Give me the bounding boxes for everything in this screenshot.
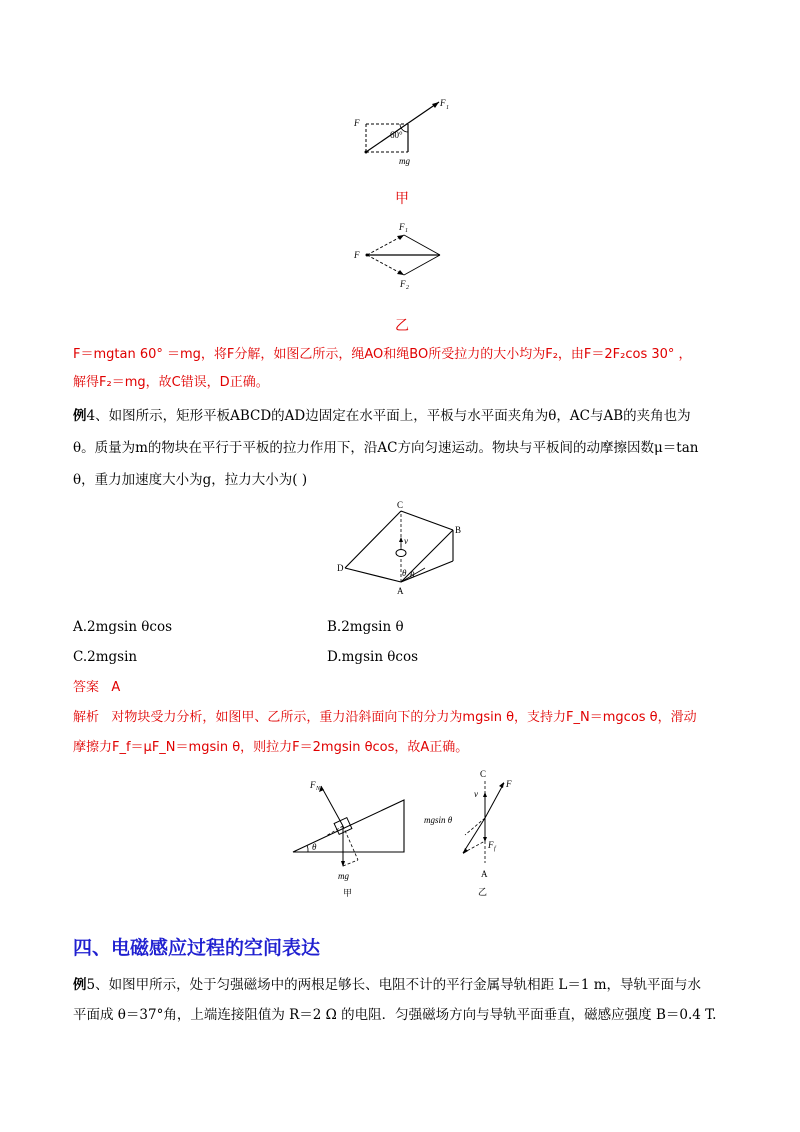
figure-caption-yi: 乙	[395, 318, 409, 334]
analysis-line-2: 摩擦力F_f＝μF_N＝mgsin θ，则拉力F＝2mgsin θcos，故A正确。	[73, 740, 469, 755]
label-a: A	[397, 586, 404, 596]
label-v: v	[474, 789, 478, 799]
label-fn: F	[310, 780, 316, 790]
caption-yi: 乙	[478, 887, 488, 897]
example4-line-1: 例4、如图所示，矩形平板ABCD的AD边固定在水平面上，平板与水平面夹角为θ，AC与AB的夹角也为	[73, 408, 691, 424]
label-v: v	[404, 536, 408, 546]
svg-text:f: f	[494, 846, 496, 852]
example4-line-3: θ，重力加速度大小为g，拉力大小为( )	[73, 472, 308, 488]
label-c: C	[397, 500, 404, 510]
label-ff: F	[488, 840, 494, 850]
analysis-line-1: 解析 对物块受力分析，如图甲、乙所示，重力沿斜面向下的分力为mgsin θ，支持力F_N＝mgcos θ，滑动	[73, 710, 697, 725]
label-f: F	[354, 118, 360, 128]
label-theta: θ	[312, 842, 317, 852]
answer-line: 答案 A	[73, 680, 121, 695]
option-a[interactable]: A.2mgsin θcos	[73, 619, 173, 635]
figure-forces-yi	[420, 765, 530, 900]
option-b[interactable]: B.2mgsin θ	[327, 619, 404, 635]
option-d[interactable]: D.mgsin θcos	[327, 649, 419, 665]
label-angle: 60°	[390, 130, 403, 140]
label-mgsin: mgsin θ	[424, 815, 453, 825]
svg-text:1: 1	[446, 105, 449, 111]
label-f1: F	[440, 98, 446, 108]
svg-text:1: 1	[405, 228, 408, 234]
label-mg: mg	[399, 156, 410, 166]
svg-text:N: N	[316, 786, 321, 792]
label-f1: F	[399, 222, 405, 232]
label-a: A	[481, 869, 488, 879]
solution-line-2: 解得F₂＝mg，故C错误，D正确。	[73, 375, 269, 390]
label-mg: mg	[338, 871, 349, 881]
caption-jia: 甲	[343, 888, 353, 898]
example5-line-2: 平面成 θ＝37°角，上端连接阻值为 R＝2 Ω 的电阻．匀强磁场方向与导轨平面垂直，磁感应强度 B＝0.4 T.	[73, 1007, 717, 1023]
label-b: B	[455, 525, 462, 535]
figure-caption-jia: 甲	[395, 191, 409, 207]
label-d: D	[337, 563, 344, 573]
figure-incline-jia	[288, 772, 418, 902]
figure-jia-top	[352, 92, 462, 170]
figure-plate	[335, 500, 475, 600]
section-heading: 四、电磁感应过程的空间表达	[73, 937, 321, 959]
option-c[interactable]: C.2mgsin	[73, 649, 138, 665]
label-f: F	[506, 779, 512, 789]
example4-line-2: θ。质量为m的物块在平行于平板的拉力作用下，沿AC方向匀速运动。物块与平板间的动摩擦因数μ＝tan	[73, 440, 699, 456]
figure-yi-top	[350, 218, 450, 293]
solution-line-1: F＝mgtan 60° ＝mg，将F分解，如图乙所示，绳AO和绳BO所受拉力的大小均为F₂，由F＝2F₂cos 30° ，	[73, 347, 692, 362]
svg-text:2: 2	[406, 285, 409, 291]
label-c: C	[480, 769, 487, 779]
label-f2: F	[400, 279, 406, 289]
example5-line-1: 例5、如图甲所示，处于匀强磁场中的两根足够长、电阻不计的平行金属导轨相距 L＝1 m，导轨平面与水	[73, 977, 702, 993]
label-theta-1: θ	[402, 568, 407, 578]
label-f: F	[354, 250, 360, 260]
label-theta-2: θ	[410, 570, 415, 580]
